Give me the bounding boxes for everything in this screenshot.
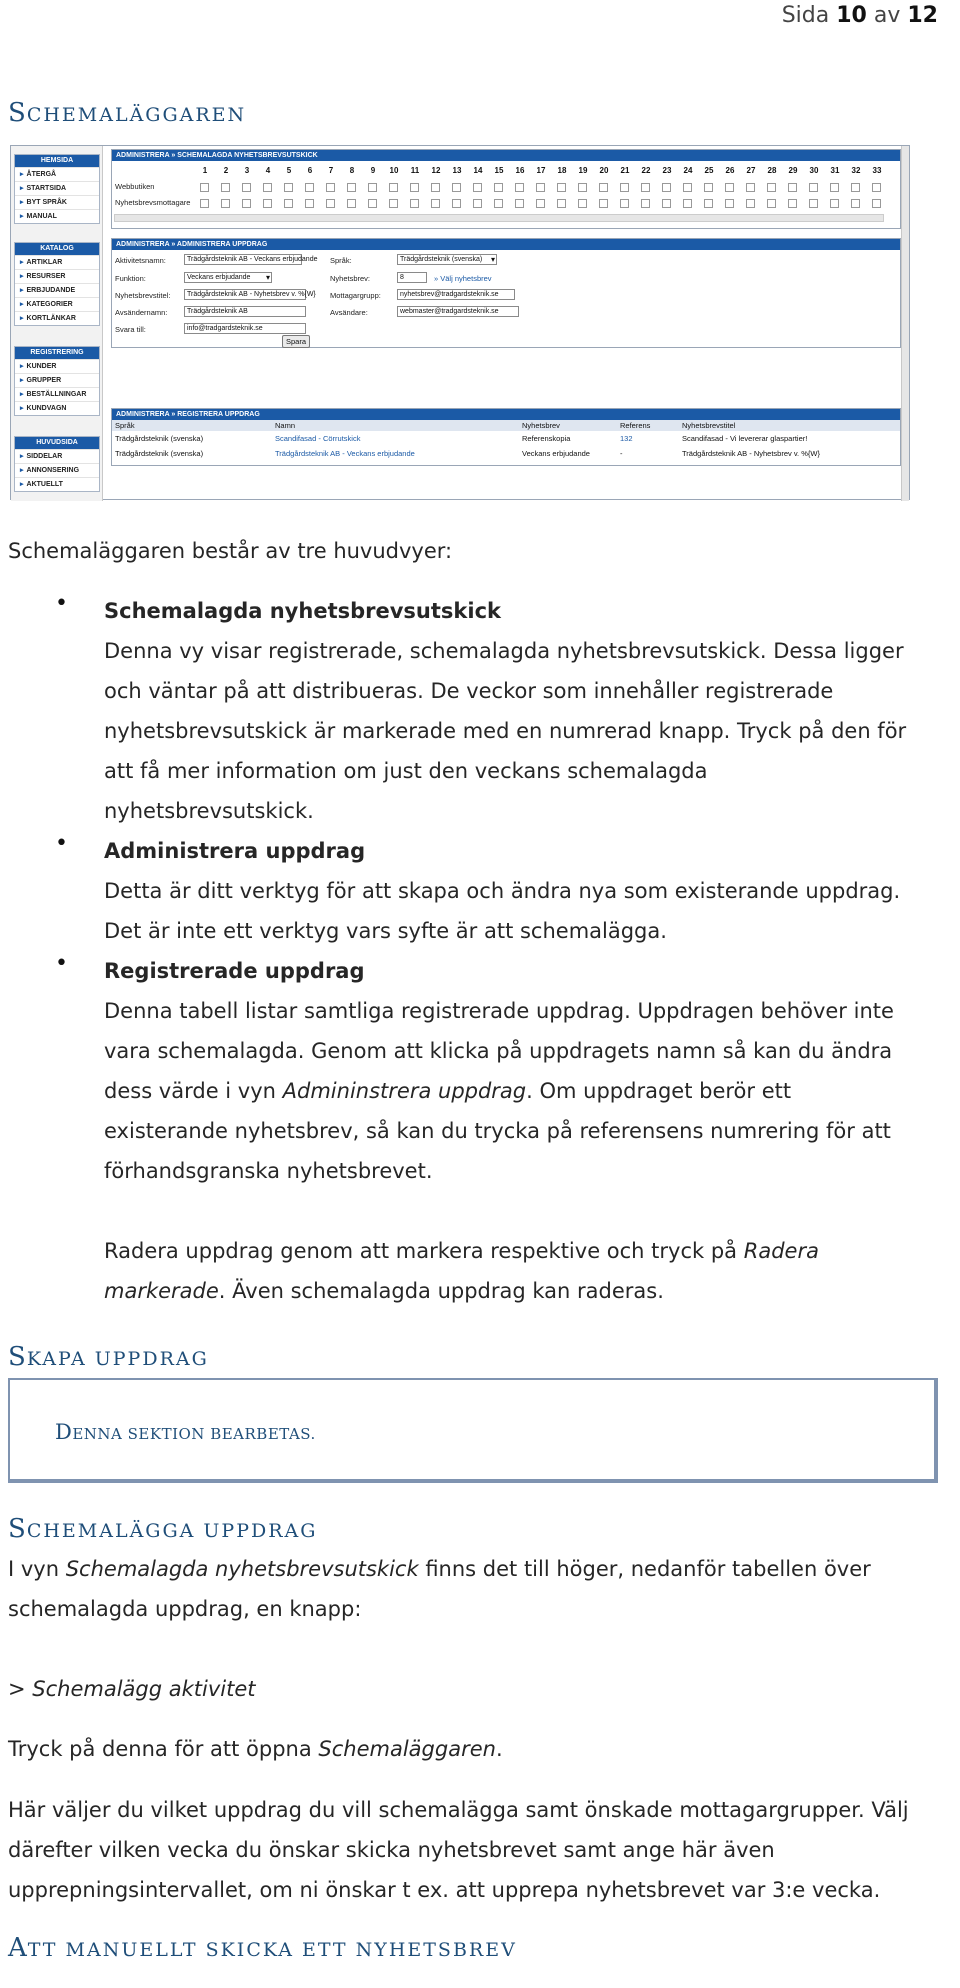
bullet-text-fragment: . Även schemalagda uppdrag kan raderas.	[218, 1279, 664, 1303]
week-checkbox[interactable]	[683, 183, 692, 192]
sidebar-item-artiklar[interactable]: ▸ ARTIKLAR	[15, 255, 99, 269]
bullet-text-line: vara schemalagda. Genom att klicka på uppdragets namn så kan du ändra	[104, 1039, 893, 1063]
sidebar-item-kundvagn[interactable]: ▸ KUNDVAGN	[15, 401, 99, 415]
spara-button[interactable]: Spara	[282, 335, 310, 348]
sidebar-group-hemsida	[14, 154, 100, 224]
week-checkbox[interactable]	[284, 183, 293, 192]
week-number: 10	[389, 166, 399, 175]
week-checkbox[interactable]	[557, 183, 566, 192]
week-checkbox[interactable]	[515, 199, 524, 208]
week-checkbox[interactable]	[452, 183, 461, 192]
week-checkbox[interactable]	[872, 183, 881, 192]
admin-panel-title: ADMINISTRERA » ADMINISTRERA UPPDRAG	[112, 239, 900, 250]
column-header: Nyhetsbrevstitel	[682, 421, 736, 430]
week-number: 25	[704, 166, 714, 175]
view-name-emphasis: Admininstrera uppdrag	[282, 1079, 527, 1103]
week-checkbox[interactable]	[662, 199, 671, 208]
column-header: Nyhetsbrev	[522, 421, 560, 430]
text-line: upprepningsintervallet, om ni önskar t ex. att upprepa nyhetsbrevet var 3:e vecka.	[8, 1878, 881, 1902]
sidebar-item-bestallningar[interactable]: ▸ BESTÄLLNINGAR	[15, 387, 99, 401]
svara-till-input[interactable]: info@tradgardsteknik.se	[184, 323, 306, 334]
horizontal-scrollbar[interactable]	[114, 214, 884, 222]
week-checkbox[interactable]	[389, 199, 398, 208]
week-checkbox[interactable]	[305, 199, 314, 208]
week-checkbox[interactable]	[326, 199, 335, 208]
week-checkbox[interactable]	[515, 183, 524, 192]
text-fragment: schemalagda uppdrag, en knapp:	[8, 1597, 362, 1621]
notice-box	[8, 1378, 938, 1483]
week-checkbox[interactable]	[851, 199, 860, 208]
page-number: Sida 10 av 12	[781, 3, 938, 28]
week-checkbox[interactable]	[368, 183, 377, 192]
table-row	[112, 447, 900, 461]
bullet-administrera	[104, 831, 944, 951]
week-number: 11	[410, 166, 420, 175]
aktivitetsnamn-input[interactable]: Trädgårdsteknik AB - Veckans erbjudande	[184, 254, 302, 265]
week-checkbox[interactable]	[326, 183, 335, 192]
week-number: 7	[328, 166, 334, 175]
week-checkbox[interactable]	[578, 183, 587, 192]
week-number: 4	[265, 166, 271, 175]
bullet-title: Registrerade uppdrag	[104, 959, 365, 983]
schedule-row-label: Nyhetsbrevsmottagare	[115, 198, 191, 207]
week-checkbox[interactable]	[872, 199, 881, 208]
label-nyhetsbrevstitel: Nyhetsbrevstitel:	[115, 291, 171, 300]
cell-nyhetsbrev: Veckans erbjudande	[522, 449, 590, 458]
sidebar-group-katalog	[14, 242, 100, 326]
week-checkbox[interactable]	[368, 199, 377, 208]
admin-panel	[111, 238, 901, 348]
week-number: 14	[473, 166, 483, 175]
week-number: 18	[557, 166, 567, 175]
week-checkbox[interactable]	[473, 183, 482, 192]
admin-screenshot	[10, 145, 910, 500]
week-number: 26	[725, 166, 735, 175]
radera-emphasis: Radera	[743, 1239, 819, 1263]
week-checkbox[interactable]	[704, 183, 713, 192]
week-checkbox[interactable]	[305, 183, 314, 192]
week-number: 33	[872, 166, 882, 175]
view-name-emphasis: Schemalagda nyhetsbrevsutskick	[65, 1557, 419, 1581]
cell-referens: -	[620, 449, 623, 458]
sidebar-group-title: KATALOG	[15, 243, 99, 255]
bullet-text-line: Denna vy visar registrerade, schemalagda nyhetsbrevsutskick. Dessa ligger	[104, 639, 904, 663]
week-number: 2	[223, 166, 229, 175]
week-checkbox[interactable]	[620, 199, 629, 208]
week-checkbox[interactable]	[620, 183, 629, 192]
vertical-scrollbar[interactable]	[901, 146, 909, 501]
week-checkbox[interactable]	[431, 183, 440, 192]
week-number: 22	[641, 166, 651, 175]
mottagargrupp-input[interactable]: nyhetsbrev@tradgardsteknik.se	[397, 289, 515, 300]
schemalagga-paragraph-3	[8, 1729, 943, 1769]
schemalagga-paragraph-2	[8, 1669, 943, 1709]
week-checkbox[interactable]	[851, 183, 860, 192]
bullet-text-line: nyhetsbrevsutskick.	[104, 799, 314, 823]
heading-manuellt-skicka: ATT MANUELLT SKICKA ETT NYHETSBREV	[8, 1933, 517, 1963]
schedule-panel-title: ADMINISTRERA » SCHEMALAGDA NYHETSBREVSUTSKICK	[112, 150, 900, 161]
sidebar-item-annonsering[interactable]: ▸ ANNONSERING	[15, 463, 99, 477]
sprak-select[interactable]: Trädgårdsteknik (svenska) ▾	[397, 254, 497, 265]
week-number: 15	[494, 166, 504, 175]
bullet-text-line: att få mer information om just den veckans schemalagda	[104, 759, 708, 783]
week-number: 19	[578, 166, 588, 175]
week-checkbox[interactable]	[725, 183, 734, 192]
week-number: 32	[851, 166, 861, 175]
cell-namn-link[interactable]: Trädgårdsteknik AB - Veckans erbjudande	[275, 449, 415, 458]
sidebar-group-title: HEMSIDA	[15, 155, 99, 167]
bullet-text-fragment: . Om uppdraget berör ett	[526, 1079, 792, 1103]
week-number: 27	[746, 166, 756, 175]
sidebar-group-title: REGISTRERING	[15, 347, 99, 359]
avsandernamn-input[interactable]: Trädgårdsteknik AB	[184, 306, 306, 317]
label-aktivitetsnamn: Aktivitetsnamn:	[115, 256, 166, 265]
week-checkbox[interactable]	[809, 183, 818, 192]
sidebar-item-manual[interactable]: ▸ MANUAL	[15, 209, 99, 223]
text-line: Här väljer du vilket uppdrag du vill schemalägga samt önskade mottagargrupper. Välj	[8, 1798, 909, 1822]
cell-referens-link[interactable]: 132	[620, 434, 633, 443]
column-header: Språk	[115, 421, 135, 430]
label-mottagargrupp: Mottagargrupp:	[330, 291, 381, 300]
bullet-text-line: förhandsgranska nyhetsbrevet.	[104, 1159, 433, 1183]
cell-namn-link[interactable]: Scandifasad - Cörrutskick	[275, 434, 361, 443]
week-checkbox[interactable]	[830, 183, 839, 192]
sidebar-item-kunder[interactable]: ▸ KUNDER	[15, 359, 99, 373]
week-checkbox[interactable]	[242, 199, 251, 208]
cell-nyhetsbrev: Referenskopia	[522, 434, 571, 443]
sidebar-item-resurser[interactable]: ▸ RESURSER	[15, 269, 99, 283]
week-number: 20	[599, 166, 609, 175]
week-checkbox[interactable]	[641, 183, 650, 192]
column-header: Namn	[275, 421, 296, 430]
bullet-schemalagda	[104, 591, 944, 831]
markerade-emphasis: markerade	[104, 1279, 219, 1303]
label-funktion: Funktion:	[115, 274, 146, 283]
label-avsandernamn: Avsändernamn:	[115, 308, 168, 317]
week-number: 24	[683, 166, 693, 175]
week-checkbox[interactable]	[536, 183, 545, 192]
week-number: 1	[202, 166, 208, 175]
heading-schemalaggaren: SCHEMALÄGGAREN	[8, 98, 247, 128]
valj-nyhetsbrev-link[interactable]: » Välj nyhetsbrev	[434, 274, 492, 283]
week-number: 3	[244, 166, 250, 175]
sidebar-item-kortlankar[interactable]: ▸ KORTLÄNKAR	[15, 311, 99, 325]
heading-schemalagga-uppdrag: SCHEMALÄGGA UPPDRAG	[8, 1514, 318, 1544]
sidebar-item-kategorier[interactable]: ▸ KATEGORIER	[15, 297, 99, 311]
week-number: 16	[515, 166, 525, 175]
bullet-text-fragment: Radera uppdrag genom att markera respektive och tryck på	[104, 1239, 744, 1263]
funktion-select[interactable]: Veckans erbjudande ▾	[184, 272, 272, 283]
label-sprak: Språk:	[330, 256, 352, 265]
week-checkbox[interactable]	[242, 183, 251, 192]
label-svara-till: Svara till:	[115, 325, 146, 334]
nyhetsbrevstitel-input[interactable]: Trädgårdsteknik AB - Nyhetsbrev v. %{W}	[184, 289, 306, 300]
schedule-row-label: Webbutiken	[115, 182, 155, 191]
view-name-emphasis: Schemaläggaren	[318, 1737, 496, 1761]
week-checkbox[interactable]	[494, 199, 503, 208]
bullet-text-fragment: dess värde i vyn	[104, 1079, 283, 1103]
text-line: därefter vilken vecka du önskar skicka nyhetsbrevet samt ange här även	[8, 1838, 775, 1862]
sidebar-item-siddelar[interactable]: ▸ SIDDELAR	[15, 449, 99, 463]
week-checkbox[interactable]	[578, 199, 587, 208]
week-checkbox[interactable]	[410, 199, 419, 208]
week-checkbox[interactable]	[536, 199, 545, 208]
week-checkbox[interactable]	[389, 183, 398, 192]
week-checkbox[interactable]	[473, 199, 482, 208]
week-number: 21	[620, 166, 630, 175]
cell-nyhetsbrevstitel: Trädgårdsteknik AB - Nyhetsbrev v. %{W}	[682, 449, 820, 458]
sidebar-item-atergaa[interactable]: ▸ ÅTERGÅ	[15, 167, 99, 181]
text-fragment: Tryck på denna för att öppna	[8, 1737, 319, 1761]
cell-sprak: Trädgårdsteknik (svenska)	[115, 434, 204, 443]
week-number: 13	[452, 166, 462, 175]
heading-skapa-uppdrag: SKAPA UPPDRAG	[8, 1342, 209, 1372]
table-row	[112, 432, 900, 446]
bullet-text-line: Detta är ditt verktyg för att skapa och ändra nya som existerande uppdrag.	[104, 879, 901, 903]
week-number: 30	[809, 166, 819, 175]
schemalagga-paragraph-1	[8, 1549, 943, 1629]
week-checkbox[interactable]	[347, 199, 356, 208]
week-checkbox[interactable]	[746, 199, 755, 208]
nyhetsbrev-input[interactable]: 8	[397, 272, 427, 283]
sidebar-item-erbjudande[interactable]: ▸ ERBJUDANDE	[15, 283, 99, 297]
sidebar	[11, 146, 103, 501]
bullet-text-line: Denna tabell listar samtliga registrerade uppdrag. Uppdragen behöver inte	[104, 999, 894, 1023]
registered-table-header	[112, 420, 900, 431]
week-checkbox[interactable]	[704, 199, 713, 208]
text-fragment: .	[495, 1737, 503, 1761]
schemalagga-paragraph-4	[8, 1790, 943, 1910]
label-nyhetsbrev: Nyhetsbrev:	[330, 274, 371, 283]
bullet-text-line: nyhetsbrevsutskick är markerade med en numrerad knapp. Tryck på den för	[104, 719, 907, 743]
bullet-dot: •	[55, 831, 68, 856]
week-checkbox[interactable]	[452, 199, 461, 208]
week-checkbox[interactable]	[200, 183, 209, 192]
week-checkbox[interactable]	[809, 199, 818, 208]
week-checkbox[interactable]	[410, 183, 419, 192]
sidebar-item-byt-sprak[interactable]: ▸ BYT SPRÅK	[15, 195, 99, 209]
column-header: Referens	[620, 421, 651, 430]
text-fragment: I vyn	[8, 1557, 66, 1581]
button-name-emphasis: Schemalägg aktivitet	[32, 1677, 256, 1701]
bullet-text-line: och väntar på att distribueras. De veckor som innehåller registrerade	[104, 679, 834, 703]
bullet-title: Administrera uppdrag	[104, 839, 366, 863]
week-checkbox[interactable]	[641, 199, 650, 208]
week-number: 9	[370, 166, 376, 175]
week-checkbox[interactable]	[263, 183, 272, 192]
week-checkbox[interactable]	[788, 183, 797, 192]
week-number: 17	[536, 166, 546, 175]
bullet-dot: •	[55, 951, 68, 976]
bullet-title: Schemalagda nyhetsbrevsutskick	[104, 599, 501, 623]
week-checkbox[interactable]	[746, 183, 755, 192]
week-checkbox[interactable]	[830, 199, 839, 208]
week-number: 28	[767, 166, 777, 175]
sidebar-item-aktuellt[interactable]: ▸ AKTUELLT	[15, 477, 99, 491]
bullet-dot: •	[55, 591, 68, 616]
bullet-registrerade	[104, 951, 944, 1311]
week-number: 29	[788, 166, 798, 175]
week-checkbox[interactable]	[221, 183, 230, 192]
week-number: 12	[431, 166, 441, 175]
week-checkbox[interactable]	[599, 183, 608, 192]
week-checkbox[interactable]	[431, 199, 440, 208]
bullet-text-line: existerande nyhetsbrev, så kan du trycka på referensens numrering för att	[104, 1119, 891, 1143]
week-checkbox[interactable]	[599, 199, 608, 208]
week-checkbox[interactable]	[200, 199, 209, 208]
week-checkbox[interactable]	[662, 183, 671, 192]
week-number: 6	[307, 166, 313, 175]
week-checkbox[interactable]	[494, 183, 503, 192]
registered-panel	[111, 408, 901, 466]
week-number: 31	[830, 166, 840, 175]
notice-text: DENNA SEKTION BEARBETAS.	[55, 1420, 316, 1444]
sidebar-item-startsida[interactable]: ▸ STARTSIDA	[15, 181, 99, 195]
week-checkbox[interactable]	[788, 199, 797, 208]
week-number: 23	[662, 166, 672, 175]
week-checkbox[interactable]	[767, 199, 776, 208]
week-number: 8	[349, 166, 355, 175]
week-checkbox[interactable]	[221, 199, 230, 208]
week-checkbox[interactable]	[767, 183, 776, 192]
week-checkbox[interactable]	[725, 199, 734, 208]
sidebar-group-title: HUVUDSIDA	[15, 437, 99, 449]
week-checkbox[interactable]	[284, 199, 293, 208]
sidebar-group-registrering	[14, 346, 100, 416]
week-checkbox[interactable]	[263, 199, 272, 208]
label-avsandare: Avsändare:	[330, 308, 368, 317]
week-checkbox[interactable]	[683, 199, 692, 208]
sidebar-group-huvudsida	[14, 436, 100, 492]
bullet-text-line: Det är inte ett verktyg vars syfte är att schemalägga.	[104, 919, 667, 943]
text-fragment: finns det till höger, nedanför tabellen över	[418, 1557, 871, 1581]
text-fragment: >	[8, 1677, 33, 1701]
avsandare-input[interactable]: webmaster@tradgardsteknik.se	[397, 306, 519, 317]
week-checkbox[interactable]	[347, 183, 356, 192]
week-checkbox[interactable]	[557, 199, 566, 208]
intro-text: Schemaläggaren består av tre huvudvyer:	[8, 539, 453, 563]
sidebar-item-grupper[interactable]: ▸ GRUPPER	[15, 373, 99, 387]
week-number: 5	[286, 166, 292, 175]
cell-nyhetsbrevstitel: Scandifasad - Vi levererar glaspartier!	[682, 434, 808, 443]
schedule-panel	[111, 149, 901, 229]
registered-panel-title: ADMINISTRERA » REGISTRERA UPPDRAG	[112, 409, 900, 420]
cell-sprak: Trädgårdsteknik (svenska)	[115, 449, 204, 458]
